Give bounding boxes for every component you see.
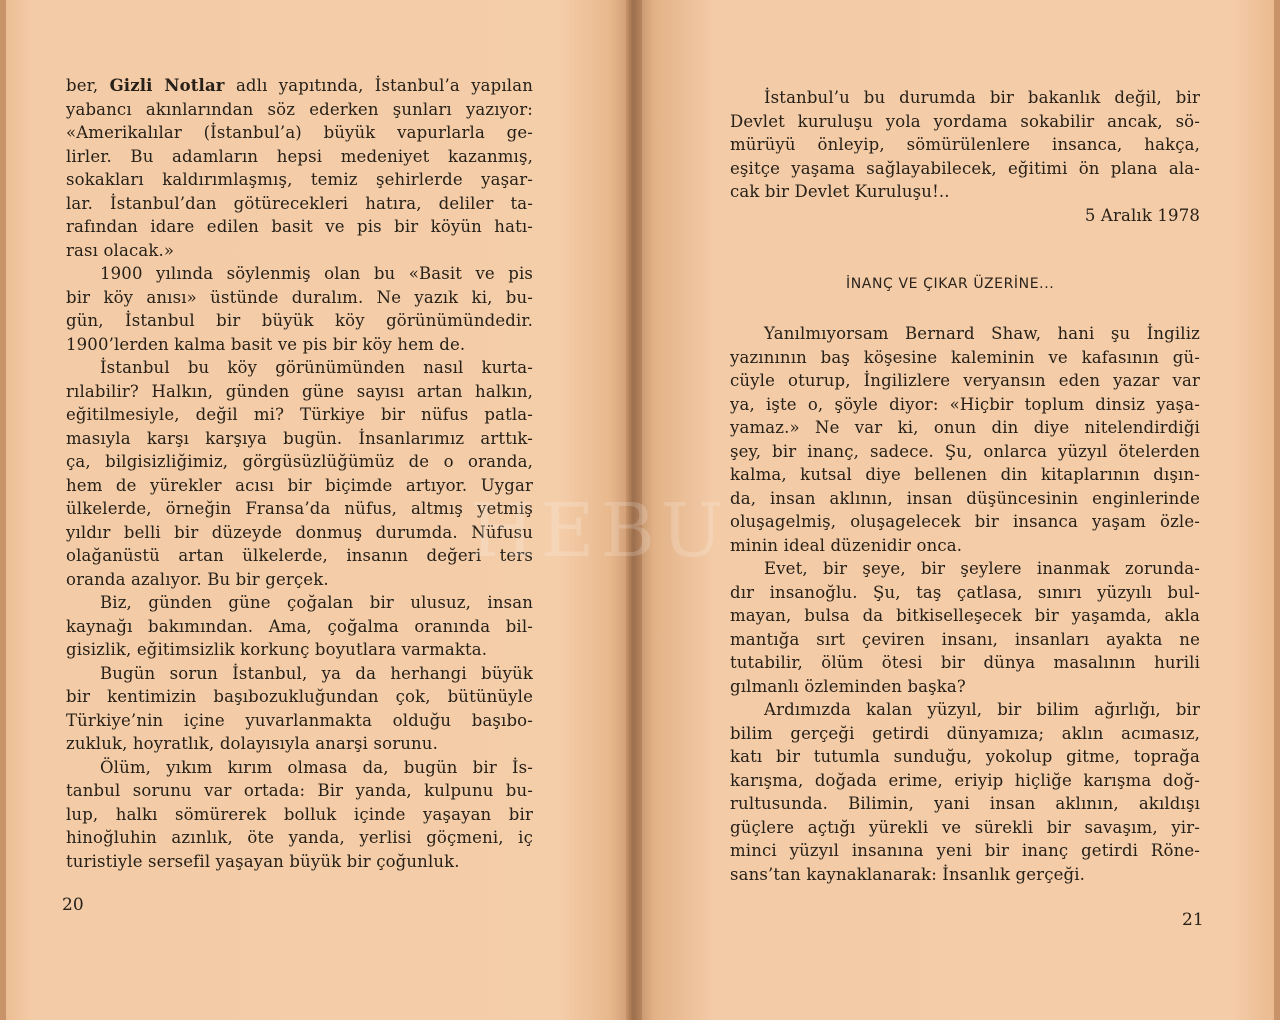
text-line: Biz, günden güne çoğalan bir ulusuz, insan [100, 593, 533, 612]
text-line: gisizlik, eğitimsizlik korkunç boyutlara varmakta. [66, 640, 488, 659]
paragraph [66, 662, 533, 756]
text-line: İstanbul’u bu durumda bir bakanlık değil, bir [764, 88, 1200, 107]
text-line: yıldır belli bir düzeyde donmuş durumda. Nüfusu [66, 522, 533, 542]
text-line: şey, bir inanç, sadece. Şu, onlarca yüzyıl ötelerden [730, 441, 1200, 461]
text-line: eşitçe yaşama sağlayabilecek, eğitimi ön plana ala- [730, 158, 1200, 178]
text-line: Ölüm, yıkım kırım olmasa da, bugün bir İs- [100, 757, 533, 777]
bold-title: Gizli Notlar [109, 76, 225, 95]
text-line: ülkelerde, örneğin Fransa’da nüfus, altmış yetmiş [66, 499, 533, 518]
text-line: Evet, bir şeye, bir şeylere inanmak zorunda- [764, 559, 1200, 578]
text-line: hem de yürekler acısı bir biçimde artıyor. Uygar [66, 475, 533, 495]
text-line: tanbul sorunu var ortada: Bir yanda, kulpunu bu- [66, 781, 533, 800]
text-line: eğitilmesiyle, değil mi? Türkiye bir nüfus patla- [66, 405, 533, 424]
text-line: Yanılmıyorsam Bernard Shaw, hani şu İngiliz [764, 324, 1200, 343]
text-line: dır insanoğlu. Şu, taş çatlasa, sınırı yüzyılı bul- [730, 582, 1200, 602]
paragraph [66, 356, 533, 591]
text-line: minci yüzyıl insanına yeni bir inanç getirdi Röne- [730, 841, 1200, 860]
paragraph [730, 322, 1200, 557]
text-line: bir köy anısı» üstünde duralım. Ne yazık ki, bu- [66, 287, 533, 307]
text-line: Türkiye’nin içine yuvarlanmakta olduğu başıbo- [66, 710, 533, 730]
right-page [634, 0, 1280, 1020]
paragraph [66, 756, 533, 874]
text-line: mantığa sırt çeviren insanı, insanları ayakta ne [730, 629, 1200, 649]
right-page-intro-text [730, 86, 1200, 204]
text-line: katı bir tutumla sunduğu, yokolup gitme, toprağa [730, 747, 1200, 766]
text-line: rultusunda. Bilimin, yani insan aklının, akıldışı [730, 794, 1200, 813]
paragraph [730, 557, 1200, 698]
text-line: sans’tan kaynaklanarak: İnsanlık gerçeği. [730, 864, 1086, 884]
text-line: oluşagelmiş, oluşagelecek bir insanca yaşam özle- [730, 512, 1200, 531]
text-line: bilim gerçeği getirdi dünyamıza; aklın acımasız, [730, 723, 1200, 743]
text-line: zukluk, hoyratlık, dolayısıyla anarşi sorunu. [66, 734, 438, 753]
text-line: turistiyle sersefil yaşayan büyük bir çoğunluk. [66, 851, 460, 871]
text-line: gılmanlı özleminden başka? [730, 676, 966, 696]
text-line: lirler. Bu adamların hepsi medeniyet kazanmış, [66, 146, 533, 166]
text-line: ya, işte o, şöyle diyor: «Hiçbir toplum dinsiz yaşa- [730, 394, 1200, 414]
text-line: masıyla karşı karşıya bugün. İnsanlarımız arttık- [66, 428, 533, 448]
section-heading: İNANÇ VE ÇIKAR ÜZERİNE... [846, 276, 1055, 292]
left-page-number: 20 [62, 895, 84, 915]
right-page-edge [1274, 0, 1280, 1020]
text-line: cüyle oturup, İngilizlere veryansın eden yazar var [730, 371, 1200, 390]
text-line: rılabilir? Halkın, günden güne sayısı artan halkın, [66, 381, 533, 401]
text-line: ça, bilgisizliğimiz, görgüsüzlüğümüz de o oranda, [66, 452, 533, 471]
text-line: yabancı akınlarından söz ederken şunları yazıyor: [66, 99, 533, 119]
right-page-number: 21 [1182, 910, 1204, 930]
text-line: 1900 yılında söylenmiş olan bu «Basit ve pis [100, 264, 533, 283]
text-line: rası olacak.» [66, 240, 175, 260]
text-line: kalma, kutsal diye bellenen din kitaplarının dışın- [730, 465, 1200, 484]
text-line: bir kentimizin başıbozukluğundan çok, bütünüyle [66, 687, 533, 706]
left-page-text [66, 74, 533, 873]
paragraph [66, 74, 533, 262]
watermark: HEBU [470, 488, 730, 574]
text-line: Devlet kuruluşu yola yordama sokabilir ancak, sö- [730, 111, 1200, 131]
text-line: İstanbul bu köy görünümünden nasıl kurta- [100, 358, 533, 377]
text-line: 1900’lerden kalma basit ve pis bir köy hem de. [66, 334, 466, 354]
text-line: lar. İstanbul’dan götürecekleri hatıra, deliler ta- [66, 193, 533, 213]
text-line: yamaz.» Ne var ki, onun din diye nitelendirdiği [730, 418, 1200, 437]
paragraph [66, 262, 533, 356]
text-line: rafından idare edilen basit ve pis bir köyün hatı- [66, 217, 533, 236]
text-line: mayan, bulsa da bitkiselleşecek bir yaşamda, akla [730, 606, 1200, 625]
text-line: kaynağı bakımından. Ama, çoğalma oranında bil- [66, 616, 533, 636]
text-line: yazınının baş köşesine kaleminin ve kafasının gü- [730, 347, 1200, 367]
article-date: 5 Aralık 1978 [1084, 206, 1200, 225]
text-line: oranda azalıyor. Bu bir gerçek. [66, 569, 329, 589]
left-page-edge [0, 0, 6, 1020]
text-line: cak bir Devlet Kuruluşu!.. [730, 182, 950, 201]
text-line: gün, İstanbul bir büyük köy görünümündedir. [66, 311, 533, 330]
right-page-body-text [730, 322, 1200, 886]
text-line: minin ideal düzenidir onca. [730, 535, 963, 555]
text-line: tutabilir, ölüm ötesi bir dünya masalının hurili [730, 653, 1200, 672]
paragraph [730, 698, 1200, 886]
text-line: karışma, doğada erime, eriyip hiçliğe karışma doğ- [730, 770, 1200, 790]
text-line: ber, Gizli Notlar adlı yapıtında, İstanbul’a yapılan [66, 76, 533, 95]
text-line: lup, halkı sömürerek bolluk içinde yaşayan bir [66, 804, 533, 824]
text-line: sokakları kaldırımlaşmış, temiz şehirlerde yaşar- [66, 170, 533, 189]
text-line: «Amerikalılar (İstanbul’a) büyük vapurlarla ge- [66, 123, 533, 142]
paragraph [730, 86, 1200, 204]
text-line: hinoğluhin azınlık, öte yanda, yerlisi göçmeni, iç [66, 828, 533, 847]
text-line: mürüyü önleyip, sömürülenlere insanca, hakça, [730, 135, 1200, 154]
text-line: güçlere açtığı yürekli ve sürekli bir savaşım, yir- [730, 817, 1200, 837]
text-line: Ardımızda kalan yüzyıl, bir bilim ağırlığı, bir [764, 700, 1200, 719]
text-line: da, insan aklının, insan düşüncesinin enginlerinde [730, 488, 1200, 508]
paragraph [66, 591, 533, 662]
text-line: Bugün sorun İstanbul, ya da herhangi büyük [100, 663, 533, 683]
text-line: olağanüstü artan ülkelerde, insanın değeri ters [66, 546, 533, 565]
